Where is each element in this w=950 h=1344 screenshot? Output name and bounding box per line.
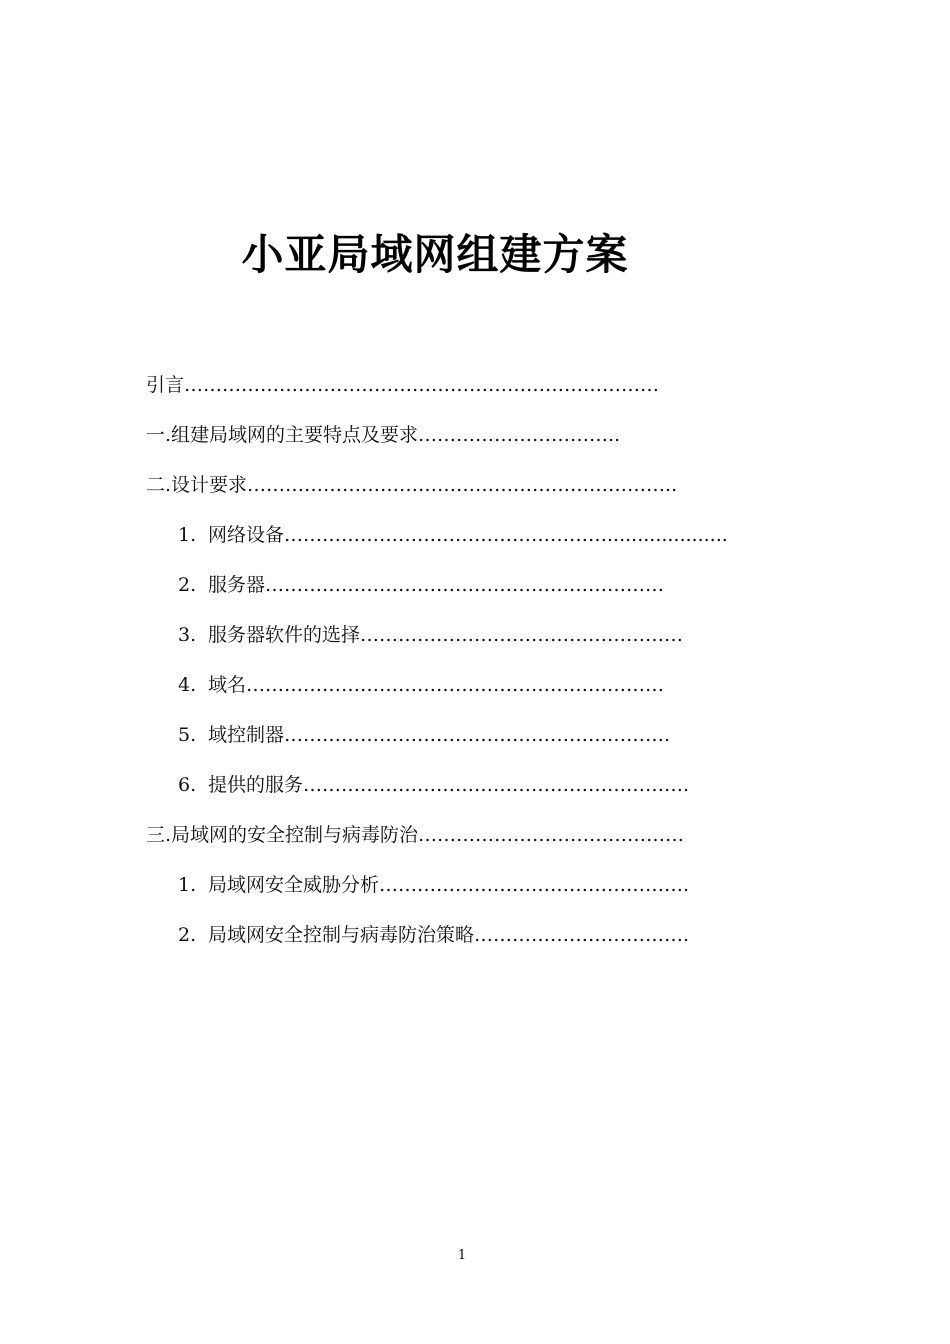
toc-entry-3-1[interactable] bbox=[178, 868, 689, 902]
toc-entry-2-1[interactable] bbox=[178, 518, 728, 552]
document-title: 小亚局域网组建方案 bbox=[241, 230, 629, 279]
toc-entry-2-6[interactable] bbox=[178, 768, 689, 802]
toc-entry-introduction[interactable] bbox=[146, 368, 659, 402]
toc-entry-number: 3. bbox=[178, 624, 197, 646]
toc-entry-number: 2. bbox=[178, 574, 197, 596]
toc-entry-text: 局域网安全威胁分析…………………………………………. bbox=[208, 874, 690, 896]
toc-entry-section-3[interactable] bbox=[146, 818, 684, 852]
toc-entry-section-2[interactable] bbox=[146, 468, 677, 502]
toc-entry-text: 提供的服务……………………………………………………. bbox=[208, 774, 690, 796]
toc-entry-2-3[interactable] bbox=[178, 618, 683, 652]
toc-entry-text: 服务器……………………………………………………… bbox=[208, 574, 665, 596]
toc-entry-3-2[interactable] bbox=[178, 918, 689, 952]
toc-entry-number: 1. bbox=[178, 524, 197, 546]
toc-entry-text: 服务器软件的选择…………………………………………… bbox=[208, 624, 684, 646]
toc-entry-2-5[interactable] bbox=[178, 718, 670, 752]
toc-entry-text: 引言………………………………………………………………… bbox=[146, 374, 660, 396]
page-number: 1 bbox=[457, 1248, 467, 1263]
toc-entry-number: 4. bbox=[178, 674, 197, 696]
toc-entry-number: 2. bbox=[178, 924, 197, 946]
toc-entry-text: 二.设计要求………………………………………………………….. bbox=[146, 474, 678, 496]
toc-entry-text: 三.局域网的安全控制与病毒防治…………………………………… bbox=[146, 824, 685, 846]
toc-entry-text: 一.组建局域网的主要特点及要求………………………….. bbox=[146, 424, 621, 446]
toc-entry-text: 网络设备…………………………………………….................... bbox=[208, 524, 728, 546]
toc-entry-2-4[interactable] bbox=[178, 668, 664, 702]
toc-entry-number: 5. bbox=[178, 724, 197, 746]
toc-entry-text: 域控制器……………………………………………………. bbox=[208, 724, 671, 746]
toc-entry-number: 1. bbox=[178, 874, 197, 896]
toc-entry-section-1[interactable] bbox=[146, 418, 620, 452]
toc-entry-text: 域名………………………………………………………… bbox=[208, 674, 665, 696]
toc-entry-2-2[interactable] bbox=[178, 568, 664, 602]
toc-entry-text: 局域网安全控制与病毒防治策略……………………………. bbox=[208, 924, 690, 946]
toc-entry-number: 6. bbox=[178, 774, 197, 796]
